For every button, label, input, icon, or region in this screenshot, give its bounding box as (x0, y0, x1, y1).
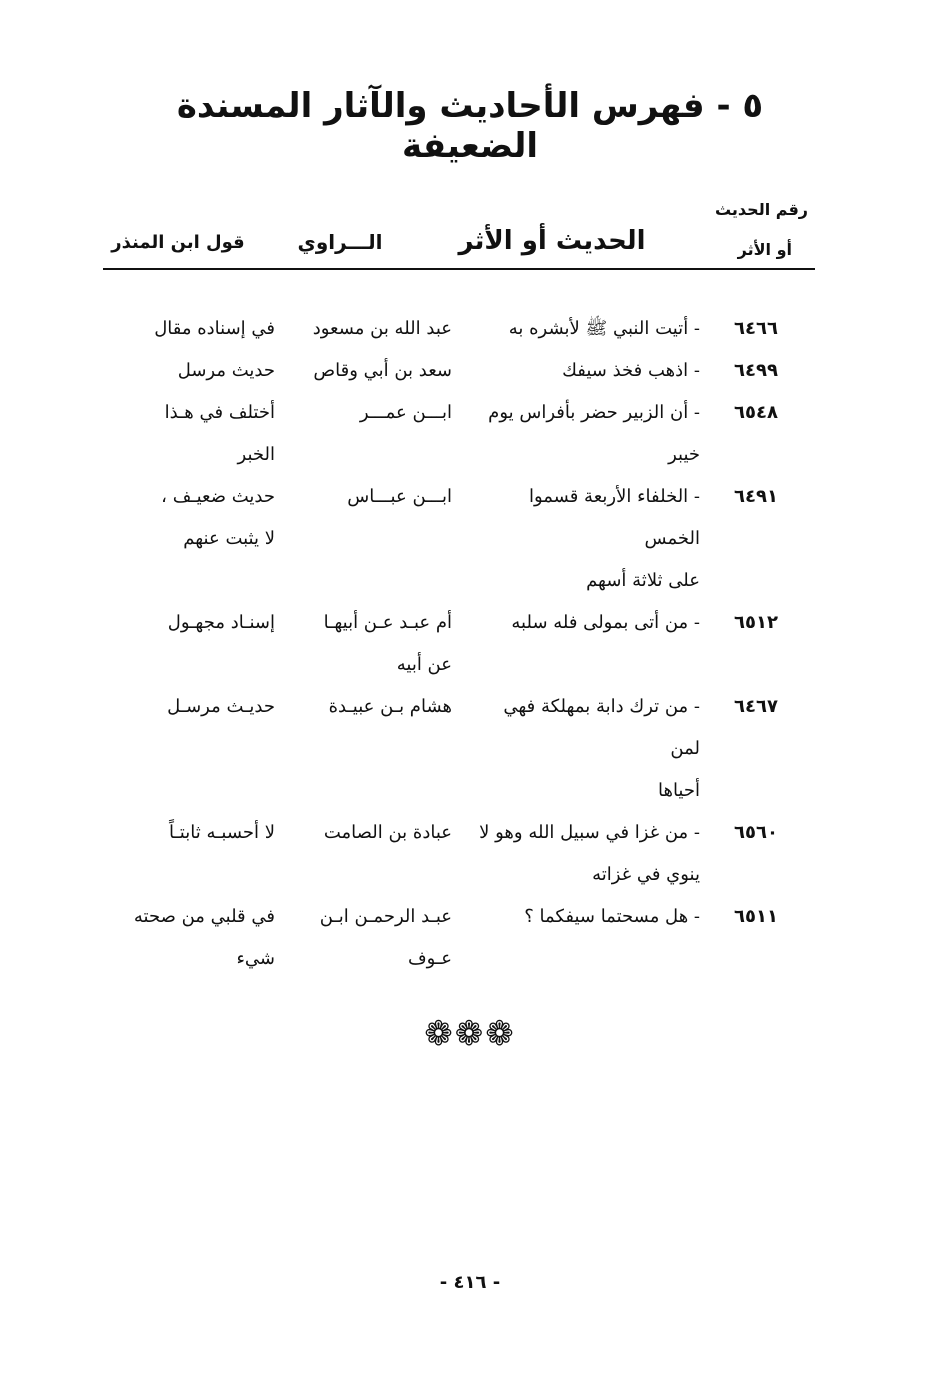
narrator-line: عبـد الرحمـن ابـن (319, 906, 452, 927)
hadith-number: ٦٥١٢ (734, 612, 778, 633)
ibn-mundhir-verdict-line: حديث مرسل (177, 360, 275, 381)
ornament-divider: ❁❁❁ (424, 1014, 516, 1054)
narrator-line: سعد بن أبي وقاص (313, 360, 452, 381)
header-number-bottom: أو الأثر (737, 240, 792, 259)
hadith-text-line: - من ترك دابة بمهلكة فهي لمن (503, 696, 700, 759)
hadith-text-line: أحياها (657, 780, 700, 801)
ibn-mundhir-verdict-line: حديث ضعيـف ، (161, 486, 275, 507)
header-qawl: قول ابن المنذر (111, 232, 245, 253)
narrator (295, 350, 470, 392)
hadith-number: ٦٤٦٦ (734, 318, 778, 339)
page-number: - ٤١٦ - (439, 1272, 501, 1293)
narrator-line: أم عبـد عـن أبيهـا (323, 612, 452, 633)
hadith-text (470, 476, 720, 602)
page-title: ٥ - فهرس الأحاديث والآثار المسندة الضعيفة (176, 86, 764, 166)
hadith-text-line: - أن الزبير حضر بأفراس يوم (488, 402, 700, 423)
table-row (100, 308, 800, 350)
table-row (100, 686, 800, 812)
narrator-line: عن أبيه (396, 654, 452, 675)
hadith-text (470, 812, 720, 896)
table-row (100, 350, 800, 392)
narrator-line: هشام بـن عبيـدة (328, 696, 452, 717)
hadith-number: ٦٥١١ (734, 906, 778, 927)
hadith-text (470, 602, 720, 686)
ibn-mundhir-verdict (130, 350, 295, 392)
table-row (100, 392, 800, 476)
header-rule (103, 268, 815, 270)
ibn-mundhir-verdict-line: أختلف في هـذا (164, 402, 275, 423)
hadith-text (470, 686, 720, 812)
ibn-mundhir-verdict-line: حديـث مرسـل (167, 696, 275, 717)
hadith-number: ٦٥٦٠ (734, 822, 778, 843)
hadith-text-line: خيبر (668, 444, 700, 465)
narrator-line: ابـــن عبـــاس (347, 486, 452, 507)
ibn-mundhir-verdict-line: شيء (236, 948, 275, 969)
hadith-text-line: - أتيت النبي ﷺ لأبشره به (508, 318, 700, 339)
narrator (295, 686, 470, 812)
ibn-mundhir-verdict (130, 476, 295, 602)
hadith-number: ٦٤٩٩ (734, 360, 778, 381)
ibn-mundhir-verdict-line: الخبر (237, 444, 275, 465)
narrator-line: عبد الله بن مسعود (312, 318, 452, 339)
ibn-mundhir-verdict-line: لا يثبت عنهم (183, 528, 275, 549)
hadith-text-line: - اذهب فخذ سيفك (562, 360, 700, 381)
narrator (295, 812, 470, 896)
narrator (295, 476, 470, 602)
header-rawi: الـــراوي (297, 230, 383, 254)
hadith-text (470, 896, 720, 980)
hadith-text (470, 350, 720, 392)
table-row (100, 812, 800, 896)
narrator (295, 896, 470, 980)
hadith-text-line: على ثلاثة أسهم (586, 570, 700, 591)
ibn-mundhir-verdict (130, 896, 295, 980)
narrator (295, 602, 470, 686)
hadith-number: ٦٤٩١ (734, 486, 778, 507)
hadith-text-line: ينوي في غزاته (592, 864, 700, 885)
header-hadith: الحديث أو الأثر (458, 226, 646, 256)
hadith-text (470, 392, 720, 476)
ibn-mundhir-verdict-line: في إسناده مقال (154, 318, 275, 339)
ibn-mundhir-verdict (130, 602, 295, 686)
narrator (295, 308, 470, 350)
hadith-number: ٦٤٦٧ (734, 696, 778, 717)
hadith-number: ٦٥٤٨ (734, 402, 778, 423)
table-row (100, 896, 800, 980)
ibn-mundhir-verdict-line: إسنـاد مجهـول (167, 612, 275, 633)
narrator-line: ابـــن عمـــر (359, 402, 452, 423)
hadith-text-line: - من أتى بمولى فله سلبه (511, 612, 700, 633)
index-table (100, 308, 800, 980)
ibn-mundhir-verdict-line: في قلبي من صحته (133, 906, 275, 927)
table-row (100, 476, 800, 602)
narrator-line: عبادة بن الصامت (323, 822, 452, 843)
hadith-text (470, 308, 720, 350)
hadith-text-line: - من غزا في سبيل الله وهو لا (479, 822, 700, 843)
header-number-top: رقم الحديث (714, 200, 808, 219)
ibn-mundhir-verdict-line: لا أحسبـه ثابتـاً (169, 822, 275, 843)
table-row (100, 602, 800, 686)
ibn-mundhir-verdict (130, 308, 295, 350)
ibn-mundhir-verdict (130, 686, 295, 812)
hadith-text-line: - الخلفاء الأربعة قسموا الخمس (528, 486, 700, 549)
narrator (295, 392, 470, 476)
ibn-mundhir-verdict (130, 812, 295, 896)
narrator-line: عـوف (408, 948, 452, 969)
ibn-mundhir-verdict (130, 392, 295, 476)
hadith-text-line: - هل مسحتما سيفكما ؟ (524, 906, 700, 927)
